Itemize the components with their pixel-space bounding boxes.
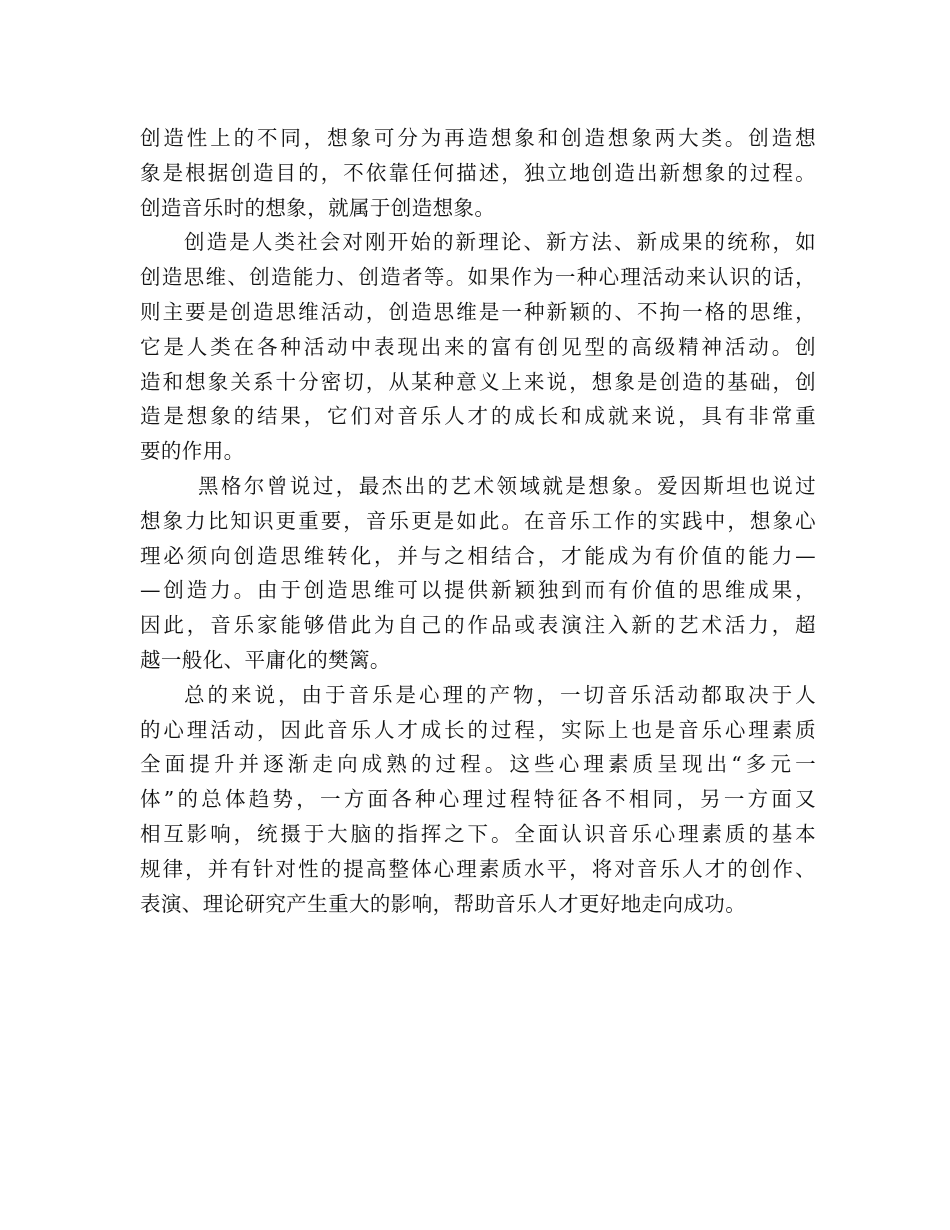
paragraph-3-line-4: —创造力。由于创造思维可以提供新颖独到而有价值的思维成果，	[140, 578, 816, 603]
paragraph-2-line-1: 创造是人类社会对刚开始的新理论、新方法、新成果的统称，如	[184, 230, 816, 255]
paragraph-3-line-3: 理必须向创造思维转化，并与之相结合，才能成为有价值的能力—	[140, 543, 816, 568]
paragraph-2-line-6: 造是想象的结果，它们对音乐人才的成长和成就来说，具有非常重	[140, 404, 816, 429]
paragraph-4-line-1: 总的来说，由于音乐是心理的产物，一切音乐活动都取决于人	[184, 682, 816, 707]
paragraph-3-line-6: 越一般化、平庸化的樊篱。	[140, 647, 391, 672]
paragraph-4-line-6: 规律，并有针对性的提高整体心理素质水平，将对音乐人才的创作、	[140, 856, 816, 881]
paragraph-2-line-5: 造和想象关系十分密切，从某种意义上来说，想象是创造的基础，创	[140, 369, 816, 394]
paragraph-2-line-7: 要的作用。	[140, 439, 245, 464]
paragraph-4-line-4: 体”的总体趋势，一方面各种心理过程特征各不相同，另一方面又	[140, 787, 816, 812]
paragraph-2-line-4: 它是人类在各种活动中表现出来的富有创见型的高级精神活动。创	[140, 334, 816, 359]
paragraph-3-line-2: 想象力比知识更重要，音乐更是如此。在音乐工作的实践中，想象心	[140, 508, 816, 533]
paragraph-1-line-2: 象是根据创造目的，不依靠任何描述，独立地创造出新想象的过程。	[140, 160, 816, 185]
body-text	[140, 121, 816, 921]
paragraph-2-line-2: 创造思维、创造能力、创造者等。如果作为一种心理活动来认识的话，	[140, 265, 816, 290]
paragraph-4-line-3: 全面提升并逐渐走向成熟的过程。这些心理素质呈现出“多元一	[140, 752, 816, 777]
paragraph-4-line-7: 表演、理论研究产生重大的影响，帮助音乐人才更好地走向成功。	[140, 891, 747, 916]
paragraph-2-line-3: 则主要是创造思维活动，创造思维是一种新颖的、不拘一格的思维，	[140, 299, 816, 324]
paragraph-4-line-5: 相互影响，统摄于大脑的指挥之下。全面认识音乐心理素质的基本	[140, 821, 816, 846]
paragraph-3-line-5: 因此，音乐家能够借此为自己的作品或表演注入新的艺术活力，超	[140, 613, 816, 638]
paragraph-1-line-3: 创造音乐时的想象，就属于创造想象。	[140, 195, 496, 220]
paragraph-1-line-1: 创造性上的不同，想象可分为再造想象和创造想象两大类。创造想	[140, 126, 816, 150]
paragraph-3-line-1: 黑格尔曾说过，最杰出的艺术领域就是想象。爱因斯坦也说过	[198, 473, 816, 498]
paragraph-4-line-2: 的心理活动，因此音乐人才成长的过程，实际上也是音乐心理素质	[140, 717, 816, 742]
